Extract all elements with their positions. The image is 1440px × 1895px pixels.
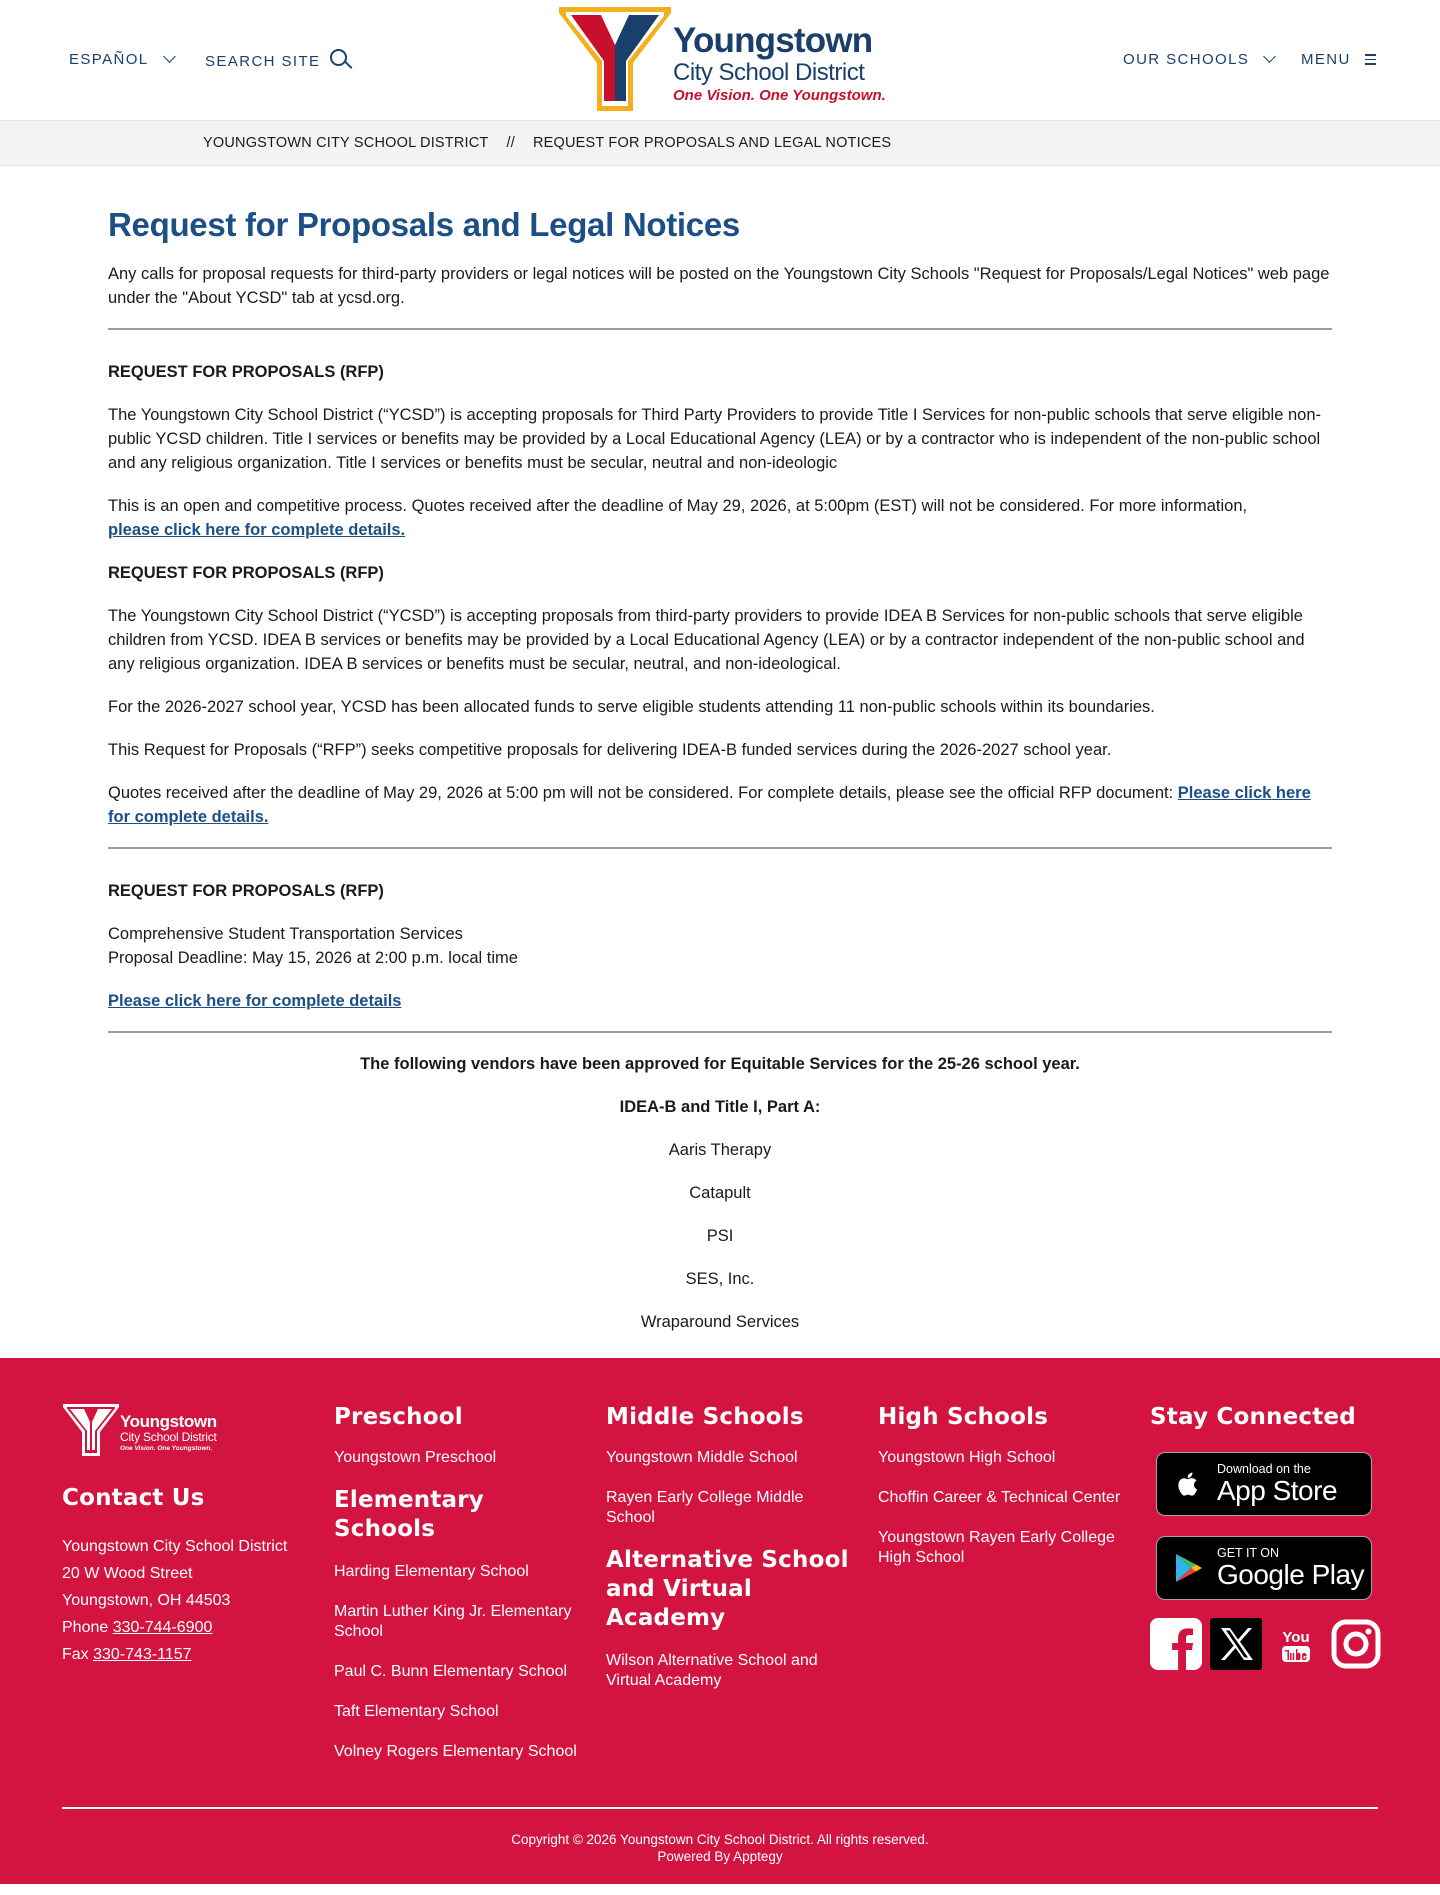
district-logo[interactable]	[557, 5, 886, 115]
breadcrumb	[0, 120, 1440, 166]
vendor-item: Catapult	[689, 1184, 751, 1202]
language-label: ESPAÑOL	[69, 51, 149, 68]
section-divider	[108, 847, 1332, 849]
middle-heading: Middle Schools	[606, 1404, 804, 1430]
rfp-allocation-text: For the 2026-2027 school year, YCSD has been allocated funds to serve eligible students attending 11 non-public schools within its boundaries.	[108, 698, 1155, 716]
contact-heading: Contact Us	[62, 1485, 205, 1511]
footer-school-link[interactable]: Harding Elementary School	[334, 1563, 529, 1580]
rfp-heading: REQUEST FOR PROPOSALS (RFP)	[108, 363, 384, 381]
contact-phone: Phone 330-744-6900	[62, 1619, 213, 1636]
footer-logo-subtitle: City School District	[120, 1430, 217, 1444]
vendors-subheading: IDEA-B and Title I, Part A:	[619, 1098, 821, 1116]
rfp-heading: REQUEST FOR PROPOSALS (RFP)	[108, 564, 384, 582]
y-logo-icon	[62, 1403, 120, 1457]
rfp-heading: REQUEST FOR PROPOSALS (RFP)	[108, 882, 384, 900]
vendor-item: Wraparound Services	[640, 1313, 800, 1331]
footer-school-link[interactable]: Martin Luther King Jr. Elementary School	[334, 1603, 572, 1640]
apple-icon	[1171, 1467, 1205, 1501]
facebook-icon[interactable]	[1150, 1618, 1202, 1670]
site-header	[0, 0, 1440, 120]
contact-street: 20 W Wood Street	[62, 1565, 193, 1582]
footer-copyright	[0, 1831, 1440, 1865]
rfp-details-link[interactable]: Please click here for complete details.	[108, 784, 1311, 826]
our-schools-dropdown[interactable]	[1123, 51, 1274, 68]
breadcrumb-current: REQUEST FOR PROPOSALS AND LEGAL NOTICES	[532, 135, 892, 151]
footer-school-link[interactable]: Wilson Alternative School and Virtual Academy	[606, 1652, 818, 1689]
footer-school-link[interactable]: Rayen Early College Middle School	[606, 1489, 804, 1526]
stay-connected-heading: Stay Connected	[1150, 1404, 1356, 1430]
vendor-item: Aaris Therapy	[668, 1141, 772, 1159]
logo-subtitle: City School District	[673, 59, 865, 86]
rfp-service-text: Comprehensive Student Transportation Services Proposal Deadline: May 15, 2026 at 2:00 p.m. local time	[108, 925, 518, 967]
powered-by-link[interactable]: Powered By Apptegy	[657, 1849, 783, 1864]
app-store-big-text: App Store	[1217, 1475, 1338, 1506]
logo-tagline: One Vision. One Youngstown.	[673, 87, 886, 104]
alternative-heading: Alternative School and Virtual Academy	[606, 1547, 849, 1631]
footer-school-link[interactable]: Youngstown Middle School	[606, 1449, 798, 1466]
rfp-deadline-text: Quotes received after the deadline of May 29, 2026 at 5:00 pm will not be considered. For complete details, please see the official RFP document: Please click here for complete details.	[108, 784, 1311, 826]
footer-connect-column	[1150, 1403, 1390, 1670]
app-store-badge[interactable]	[1156, 1452, 1372, 1516]
logo-title: Youngstown	[673, 21, 873, 60]
elementary-heading: Elementary Schools	[334, 1487, 484, 1542]
app-store-small-text: Download on the	[1217, 1462, 1311, 1476]
footer-school-link[interactable]: Volney Rogers Elementary School	[334, 1743, 577, 1760]
footer-school-link[interactable]: Paul C. Bunn Elementary School	[334, 1663, 568, 1680]
youtube-icon[interactable]	[1270, 1618, 1322, 1670]
phone-link[interactable]: 330-744-6900	[112, 1619, 213, 1636]
rfp-deadline-text: This is an open and competitive process. Quotes received after the deadline of May 29, 2026, at 5:00pm (EST) will not be considered. For more information, please click here for complete details.	[108, 497, 1248, 539]
menu-button[interactable]	[1301, 51, 1376, 68]
footer-preschool-elementary-column	[334, 1403, 584, 1782]
breadcrumb-separator: //	[506, 135, 515, 151]
fax-link[interactable]: 330-743-1157	[93, 1646, 192, 1663]
chevron-down-icon	[163, 50, 176, 63]
google-play-icon	[1171, 1551, 1205, 1585]
footer-school-link[interactable]: Choffin Career & Technical Center	[878, 1489, 1121, 1506]
rfp-section-transportation	[108, 879, 1332, 1013]
search-label: SEARCH SITE	[205, 52, 321, 70]
site-footer	[0, 1358, 1440, 1884]
footer-school-link[interactable]: Youngstown High School	[878, 1449, 1056, 1466]
chevron-down-icon	[1263, 50, 1276, 63]
rfp-section-title-i	[108, 360, 1332, 542]
rfp-purpose-text: This Request for Proposals (“RFP”) seeks competitive proposals for delivering IDEA-B funded services during the 2026-2027 school year.	[108, 741, 1112, 759]
contact-name: Youngstown City School District	[62, 1538, 288, 1555]
rfp-details-link[interactable]: please click here for complete details.	[108, 521, 406, 539]
page-title: Request for Proposals and Legal Notices	[108, 206, 740, 243]
contact-fax: Fax 330-743-1157	[62, 1646, 192, 1663]
youtube-glyph: You	[1282, 1629, 1310, 1646]
social-links	[1150, 1618, 1390, 1670]
high-heading: High Schools	[878, 1404, 1049, 1430]
search-icon	[330, 49, 352, 71]
footer-school-link[interactable]: Taft Elementary School	[334, 1703, 499, 1720]
footer-school-link[interactable]: Youngstown Rayen Early College High School	[878, 1529, 1115, 1566]
footer-school-link[interactable]: Youngstown Preschool	[334, 1449, 497, 1466]
intro-text: Any calls for proposal requests for third-party providers or legal notices will be posted on the Youngstown City Schools "Request for Proposals/Legal Notices" web page under the "About YCSD" tab at ycsd.org.	[108, 265, 1330, 307]
language-selector[interactable]	[69, 51, 174, 68]
menu-label: MENU	[1301, 51, 1351, 68]
rfp-section-idea-b	[108, 561, 1332, 829]
x-icon[interactable]	[1210, 1618, 1262, 1670]
main-content	[0, 166, 1440, 1334]
contact-city: Youngstown, OH 44503	[62, 1592, 231, 1609]
preschool-heading: Preschool	[334, 1404, 463, 1430]
footer-logo[interactable]	[62, 1403, 312, 1458]
google-play-badge[interactable]	[1156, 1536, 1372, 1600]
rfp-description: The Youngstown City School District (“YCSD”) is accepting proposals for Third Party Providers to provide Title I Services for non-public schools that serve eligible non-public YCSD children. Title I services or benefits may be provided by a Local Educational Agency (LEA) or by a contractor who is independent of the non-public school and any religious organization. Title I services or benefits must be secular, neutral and non-ideologic	[108, 406, 1321, 472]
footer-logo-title: Youngstown	[120, 1412, 217, 1431]
vendor-item: PSI	[706, 1227, 734, 1245]
section-divider	[108, 1031, 1332, 1033]
vendors-heading: The following vendors have been approved for Equitable Services for the 25-26 school year.	[360, 1055, 1080, 1073]
vendor-item: SES, Inc.	[685, 1270, 755, 1288]
search-site-button[interactable]	[205, 51, 352, 71]
our-schools-label: OUR SCHOOLS	[1123, 51, 1250, 68]
rfp-details-link[interactable]: Please click here for complete details	[108, 992, 402, 1010]
breadcrumb-home-link[interactable]: YOUNGSTOWN CITY SCHOOL DISTRICT	[203, 135, 489, 151]
rfp-description: The Youngstown City School District (“YCSD”) is accepting proposals from third-party providers to provide IDEA B Services for non-public schools that serve eligible children from YCSD. IDEA B services or benefits may be provided by a Local Educational Agency (LEA) or by a contractor independent of the non-public school and any religious organization. IDEA B services or benefits must be secular, neutral, and non-ideological.	[108, 607, 1305, 673]
instagram-icon[interactable]	[1330, 1618, 1382, 1670]
footer-contact-column	[62, 1403, 312, 1668]
footer-divider	[62, 1807, 1378, 1809]
google-play-small-text: GET IT ON	[1217, 1546, 1280, 1560]
copyright-text: Copyright © 2026 Youngstown City School District. All rights reserved.	[511, 1832, 929, 1847]
y-logo-icon	[557, 5, 673, 113]
approved-vendors	[108, 1052, 1332, 1334]
section-divider	[108, 328, 1332, 330]
footer-high-schools-column	[878, 1403, 1128, 1588]
footer-middle-alternative-column	[606, 1403, 856, 1711]
footer-logo-tagline: One Vision. One Youngstown.	[120, 1445, 213, 1452]
google-play-big-text: Google Play	[1217, 1559, 1365, 1590]
hamburger-icon	[1365, 54, 1376, 65]
